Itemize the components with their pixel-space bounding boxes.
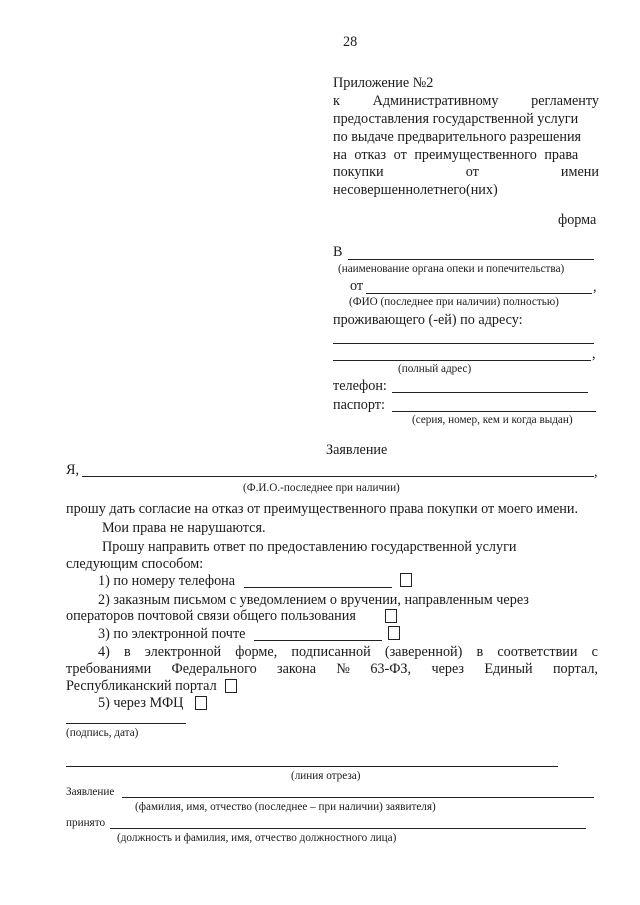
option-electronic-word: 63-ФЗ, [370, 661, 412, 677]
accepted-field[interactable] [110, 828, 586, 829]
appendix-title: Приложение №2 [333, 75, 434, 91]
option-mfc-checkbox[interactable] [195, 696, 207, 710]
option-electronic-line-2 [66, 661, 598, 678]
option-email-field[interactable] [254, 640, 382, 641]
address-caption: (полный адрес) [398, 363, 472, 375]
option-phone-label: 1) по номеру телефона [98, 573, 236, 589]
signature-caption: (подпись, дата) [66, 727, 139, 739]
from-prefix: от [350, 278, 364, 294]
signature-field[interactable] [66, 723, 186, 724]
option-electronic-line-3: Республиканский портал [66, 678, 217, 694]
option-email-checkbox[interactable] [388, 626, 400, 640]
option-electronic-word: 4) [98, 644, 110, 660]
to-caption: (наименование органа опеки и попечительства) [338, 263, 565, 275]
appendix-line-5 [333, 164, 599, 181]
appendix-line-2: предоставления государственной услуги [333, 111, 579, 127]
address-field-2[interactable] [333, 360, 591, 361]
appendix-line-1 [333, 93, 599, 110]
appendix-word: к [333, 93, 340, 109]
page-number: 28 [343, 34, 358, 50]
appendix-word: от [465, 164, 479, 180]
option-mail-checkbox[interactable] [385, 609, 397, 623]
option-electronic-word: (заверенной) [384, 644, 463, 660]
applicant-prefix: Я, [66, 462, 80, 478]
appendix-line-6: несовершеннолетнего(них) [333, 182, 498, 198]
tear-statement-label: Заявление [66, 786, 115, 798]
form-label: форма [558, 212, 597, 228]
address-label: проживающего (-ей) по адресу: [333, 312, 523, 328]
from-caption: (ФИО (последнее при наличии) полностью) [349, 296, 559, 308]
applicant-suffix: , [594, 464, 598, 480]
to-prefix: В [333, 244, 343, 260]
applicant-name-field[interactable] [82, 476, 594, 477]
passport-label: паспорт: [333, 397, 385, 413]
cut-line [66, 766, 558, 767]
tear-statement-field[interactable] [122, 797, 594, 798]
statement-body-1: прошу дать согласие на отказ от преимущественного права покупки от моего имени. [66, 501, 578, 517]
option-email-label: 3) по электронной почте [98, 626, 246, 642]
address-suffix: , [592, 346, 596, 362]
cut-caption: (линия отреза) [291, 770, 361, 782]
accepted-label: принято [66, 817, 106, 829]
option-mfc-label: 5) через МФЦ [98, 695, 184, 711]
appendix-line-3: по выдаче предварительного разрешения [333, 129, 582, 145]
option-phone-field[interactable] [244, 587, 392, 588]
option-electronic-word: в [476, 644, 484, 660]
appendix-word: Административному [372, 93, 499, 109]
tear-statement-caption: (фамилия, имя, отчество (последнее – при наличии) заявителя) [135, 801, 436, 813]
statement-body-3: Прошу направить ответ по предоставлению государственной услуги [102, 539, 517, 555]
option-electronic-word: электронной [144, 644, 222, 660]
appendix-line-4: на отказ от преимущественного права [333, 147, 579, 163]
option-electronic-line-1 [98, 644, 598, 661]
option-electronic-word: Единый [484, 661, 533, 677]
option-electronic-word: в [123, 644, 131, 660]
option-electronic-word: портал, [552, 661, 598, 677]
accepted-caption: (должность и фамилия, имя, отчество должностного лица) [117, 832, 397, 844]
from-suffix: , [593, 279, 597, 295]
option-mail-label-1: 2) заказным письмом с уведомлением о вручении, направленным через [98, 592, 529, 608]
statement-body-4: следующим способом: [66, 556, 204, 572]
option-electronic-checkbox[interactable] [225, 679, 237, 693]
option-electronic-word: Федерального [171, 661, 257, 677]
address-field-1[interactable] [333, 343, 594, 344]
option-electronic-word: закона [277, 661, 317, 677]
appendix-word: имени [560, 164, 599, 180]
option-electronic-word: через [431, 661, 465, 677]
statement-title: Заявление [326, 442, 388, 458]
phone-label: телефон: [333, 378, 387, 394]
passport-caption: (серия, номер, кем и когда выдан) [412, 414, 573, 426]
passport-field[interactable] [392, 411, 596, 412]
option-electronic-word: форме, [235, 644, 278, 660]
option-electronic-word: соответствии [497, 644, 578, 660]
option-phone-checkbox[interactable] [400, 573, 412, 587]
phone-field[interactable] [392, 392, 588, 393]
to-field[interactable] [348, 259, 594, 260]
option-electronic-word: требованиями [66, 661, 152, 677]
from-field[interactable] [366, 293, 592, 294]
statement-body-2: Мои права не нарушаются. [102, 520, 266, 536]
option-electronic-word: подписанной [291, 644, 371, 660]
appendix-word: покупки [333, 164, 384, 180]
option-mail-label-2: операторов почтовой связи общего пользования [66, 608, 356, 624]
applicant-caption: (Ф.И.О.-последнее при наличии) [243, 482, 400, 494]
option-electronic-word: № [336, 661, 350, 677]
appendix-word: регламенту [531, 93, 599, 109]
option-electronic-word: с [591, 644, 598, 660]
